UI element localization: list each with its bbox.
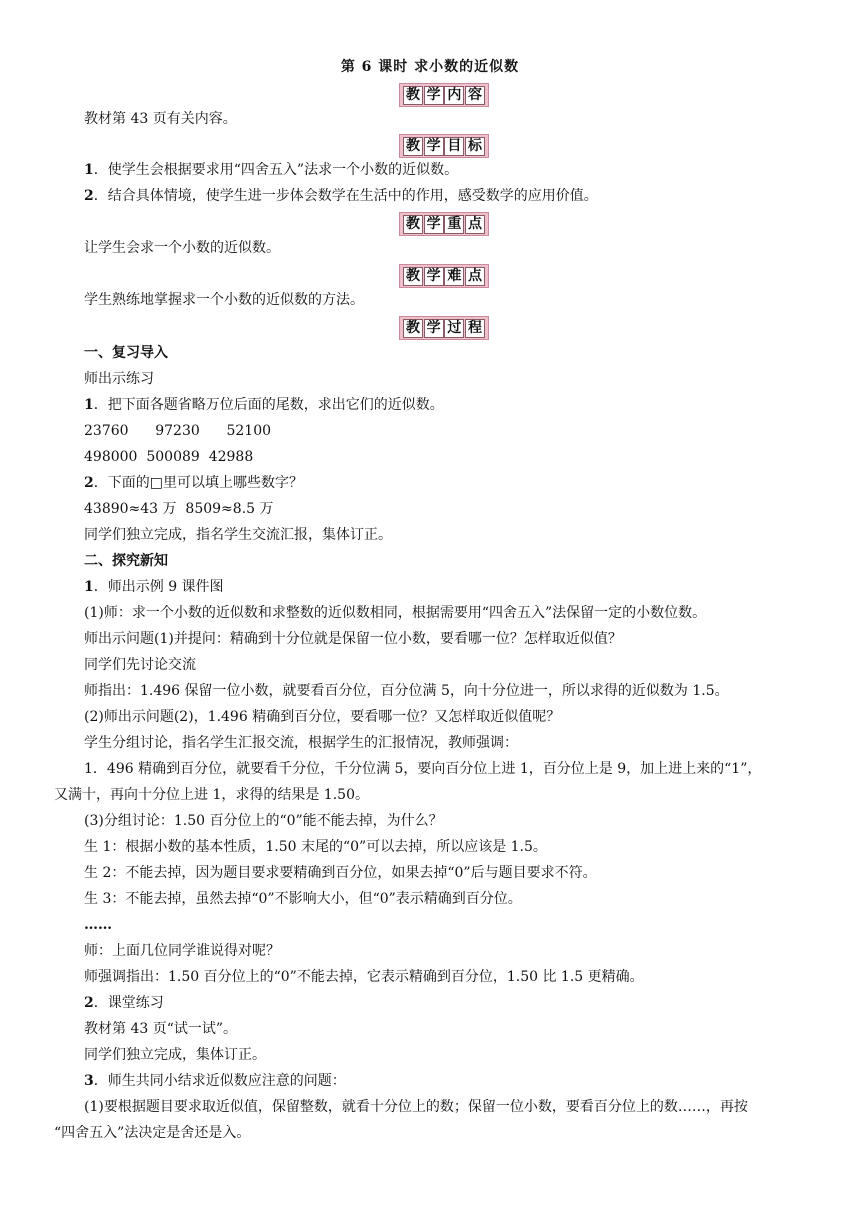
badge-char: 学 [424,319,444,338]
paragraph-continued: “四舍五入”法决定是舍还是入。 [54,1125,251,1141]
exercise-numbers: 43890≈43 万 8509≈8.5 万 [84,501,274,517]
numbered-item: 2．下面的□里可以填上哪些数字？ [84,475,303,491]
badge-char: 教 [403,267,423,286]
exercise-numbers: 23760 97230 52100 [84,423,272,439]
badge-teaching-process [399,316,489,340]
paragraph: 师指出：1.496 保留一位小数，就要看百分位，百分位满 5，向十分位进一，所以求得的近似数为 1.5。 [84,683,729,699]
key-text: 让学生会求一个小数的近似数。 [84,240,280,256]
section-heading-explore: 二、探究新知 [84,553,168,569]
badge-char: 内 [444,86,464,105]
paragraph: 生 2：不能去掉，因为题目要求要精确到百分位，如果去掉“0”后与题目要求不符。 [84,865,597,881]
paragraph: 师：上面几位同学谁说得对呢？ [84,943,280,959]
paragraph: 学生分组讨论，指名学生汇报交流，根据学生的汇报情况，教师强调： [84,735,518,751]
badge-char: 容 [465,86,485,105]
badge-teaching-content [399,83,489,107]
paragraph: 同学们独立完成，集体订正。 [84,1047,266,1063]
badge-char: 学 [424,267,444,286]
badge-char: 点 [465,215,485,234]
badge-difficulty [399,264,489,288]
badge-char: 教 [403,86,423,105]
badge-char: 教 [403,137,423,156]
section-heading-review: 一、复习导入 [84,345,168,361]
ellipsis: …… [84,917,112,933]
numbered-item: 1．师出示例 9 课件图 [84,579,224,595]
content-text: 教材第 43 页有关内容。 [84,111,237,127]
badge-char: 点 [465,267,485,286]
exercise-numbers: 498000 500089 42988 [84,449,254,465]
paragraph: (1)师：求一个小数的近似数和求整数的近似数相同，根据需要用“四舍五入”法保留一定的小数位数。 [84,605,707,621]
numbered-item: 1．把下面各题省略万位后面的尾数，求出它们的近似数。 [84,397,444,413]
goal-item: 2．结合具体情境，使学生进一步体会数学在生活中的作用，感受数学的应用价值。 [84,188,598,204]
paragraph: 同学们独立完成，指名学生交流汇报，集体订正。 [84,527,392,543]
paragraph: 生 1：根据小数的基本性质，1.50 末尾的“0”可以去掉，所以应该是 1.5。 [84,839,547,855]
badge-char: 学 [424,137,444,156]
badge-char: 重 [444,215,464,234]
badge-char: 难 [444,267,464,286]
lesson-title: 第 6 课时 求小数的近似数 [340,59,520,75]
paragraph: (1)要根据题目要求取近似值，保留整数，就看十分位上的数；保留一位小数，要看百分位上的数……，再按 [84,1099,748,1115]
badge-char: 学 [424,215,444,234]
badge-char: 过 [444,319,464,338]
badge-char: 目 [444,137,464,156]
badge-char: 标 [465,137,485,156]
paragraph: 师强调指出：1.50 百分位上的“0”不能去掉，它表示精确到百分位，1.50 比 1.5 更精确。 [84,969,644,985]
paragraph: 师出示练习 [84,371,154,387]
paragraph: 同学们先讨论交流 [84,657,196,673]
badge-char: 教 [403,215,423,234]
badge-char: 教 [403,319,423,338]
paragraph: 师出示问题(1)并提问：精确到十分位就是保留一位小数，要看哪一位？怎样取近似值？ [84,631,622,647]
paragraph: 生 3：不能去掉，虽然去掉“0”不影响大小，但“0”表示精确到百分位。 [84,891,522,907]
paragraph: 教材第 43 页“试一试”。 [84,1021,238,1037]
numbered-item: 2．课堂练习 [84,995,164,1011]
goal-item: 1．使学生会根据要求用“四舍五入”法求一个小数的近似数。 [84,162,459,178]
difficulty-text: 学生熟练地掌握求一个小数的近似数的方法。 [84,292,364,308]
badge-char: 程 [465,319,485,338]
paragraph: 1．496 精确到百分位，就要看千分位，千分位满 5，要向百分位上进 1，百分位上是 9，加上进上来的“1”， [84,761,762,777]
paragraph: (3)分组讨论：1.50 百分位上的“0”能不能去掉，为什么？ [84,813,443,829]
badge-key-points [399,212,489,236]
badge-char: 学 [424,86,444,105]
paragraph-continued: 又满十，再向十分位上进 1，求得的结果是 1.50。 [54,787,369,803]
numbered-item: 3．师生共同小结求近似数应注意的问题： [84,1073,346,1089]
badge-teaching-goals [399,134,489,158]
paragraph: (2)师出示问题(2)，1.496 精确到百分位，要看哪一位？又怎样取近似值呢？ [84,709,561,725]
